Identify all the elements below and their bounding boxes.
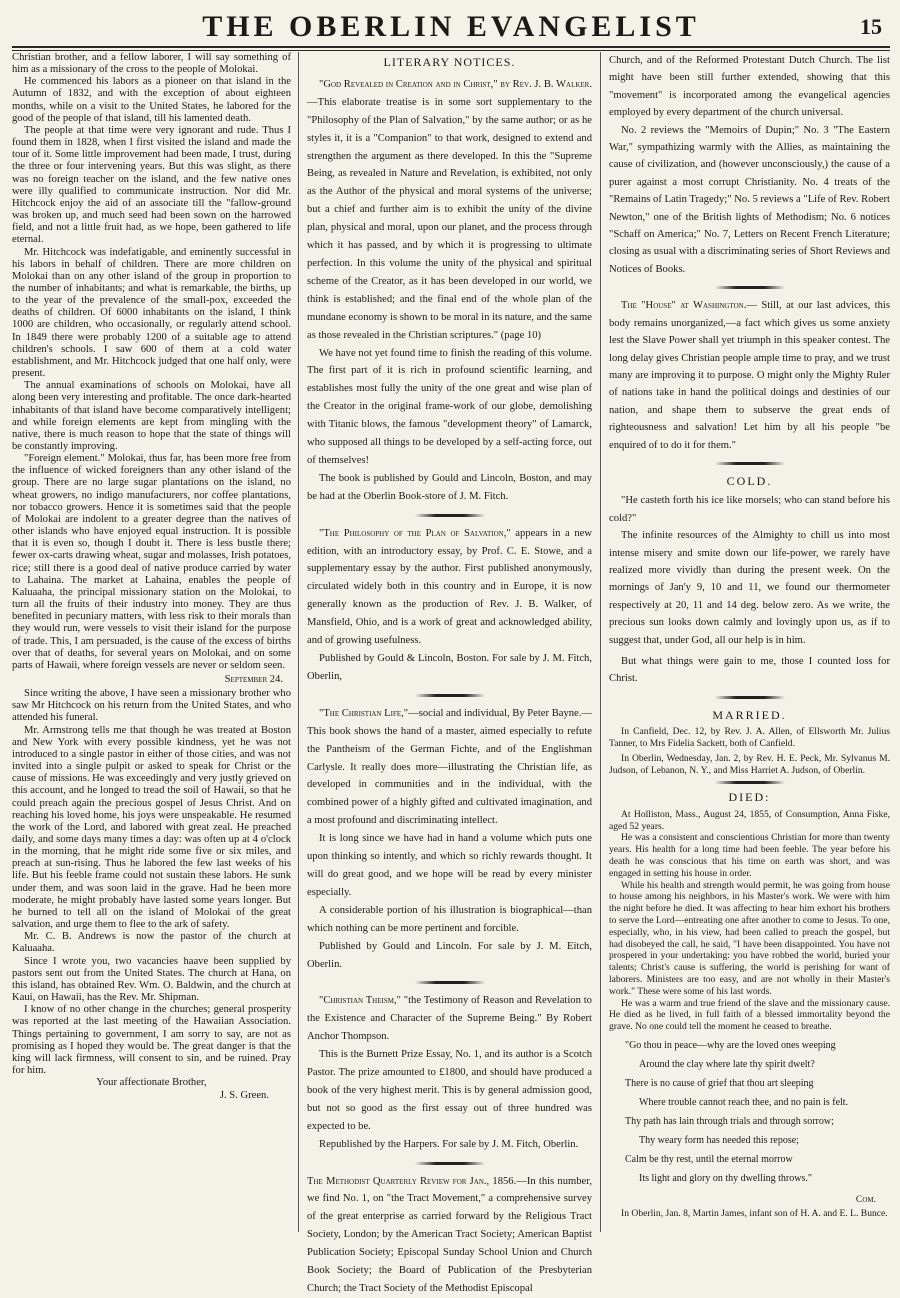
died-list	[609, 809, 890, 1033]
paragraph: He commenced his labors as a pioneer on that island in the Autumn of 1832, and with the exception of about eighteen months, while on a visit to the United States, he labored for the good of the people of that island, till his lamented death.	[12, 76, 291, 124]
paragraph: Mr. Armstrong tells me that though he was treated at Boston and New York with every possible kindness, yet he was not introduced to a single pastor in either of those cities, and was not invited into a single pulpit or asked to speak for Christ or the cause of missions. He was exceedingly and very justly grieved on this account, and he longed to tread the soil of Hawaii, so that he could preach again the precious gospel of Jesus Christ. And on reaching his loved home, his joys were unspeakable. He resumed the work of the Lord, and labored with great zeal. He preached daily, and some days many times a day: was often up at 4 o'clock in the morning, that he might ride some five or six miles, and preach at sun-rising. Thus he labored the few last weeks of his life. But his feeble frame could not sustain these labors. He sunk under them, and was soon laid in the grave. Had he been more moderate, he might probably have lasted some years longer. But he burned to tell all on the island of Molokai of the great salvation, and urge them to flee to the ark of safety.	[12, 724, 291, 931]
notice-heading: "Christian Theism,"	[319, 995, 401, 1007]
married-heading: MARRIED.	[712, 707, 787, 722]
poem-line: Thy path has lain through trials and through sorrow;	[625, 1115, 834, 1127]
divider	[415, 694, 485, 697]
poem-line: Around the clay where late thy spirit dwelt?	[639, 1058, 815, 1070]
divider	[415, 1162, 485, 1165]
paragraph: A considerable portion of his illustration is biographical—than which nothing can be more pertinent and forcible.	[307, 904, 592, 934]
notice-heading: "God Revealed in Creation and in Christ," by Rev. J. B. Walker.	[319, 78, 592, 90]
paragraph: The infinite resources of the Almighty to chill us into most intense misery and smite down our life-power, we rarely have realized more vividly than during the present week. On the mornings of Jan'y 9, 10 and 11, we found our thermometer respectively at 20, 11 and 14 deg. below zero. As we write, the precious sun looks down calmly and lovingly upon us, as if to suggest that, under God, all our help is in him.	[609, 530, 890, 646]
paragraph: Since writing the above, I have seen a missionary brother who saw Mr Hitchcock on his return from the United States, and who attended his funeral.	[12, 688, 291, 724]
died-notice: While his health and strength would permit, he was going from house to house among his neighbors, in his Master's work. We were with him the night before he died. It was affecting to hear him exhort his brothers to serve the Lord—entreating one after another to come to Jesus. To one, especially, who, in his view, had been called to preach the gospel, but had disobeyed the call, he said, "I have been disappointed. You have not prospered in your undertaking: you have robbed the world, buried your talents; Christ's cause is suffering, the world is perishing for want of laborers. Ministers are too easy, and are not wholly in their Master's work." These were some of his last words.	[609, 879, 890, 997]
married-notice: In Canfield, Dec. 12, by Rev. J. A. Allen, of Ellsworth Mr. Julius Tanner, to Mrs Fidelia Sackett, both of Canfield.	[609, 726, 890, 750]
married-notice: In Oberlin, Wednesday, Jan. 2, by Rev. H. E. Peck, Mr. Sylvanus M. Judson, of Lebanon, N. Y., and Miss Harriet A. Judson, of Oberlin.	[609, 752, 890, 776]
died-notice: He was a warm and true friend of the slave and the missionary cause. He died as he lived, in full faith of a blessed immortality beyond the grave. No one could tell the moment he ceased to breathe.	[609, 997, 890, 1033]
paragraph: We have not yet found time to finish the reading of this volume. The first part of it is rich in profound scientific learning, and establishes most fully the unity of the one great and wise plan of the Creator in the original frame-work of our globe, demolishing with Titanic blows, the famous "development theory" of Lamarck, who supposed all things to be developed by a self-acting force, out of themselves!	[307, 347, 592, 466]
notice-heading: The Methodist Quarterly Review for Jan., 1856.	[307, 1175, 517, 1187]
notice-heading: "The Philosophy of the Plan of Salvation,"	[319, 527, 511, 539]
notice-text: "the Testimony of Reason and Revelation to the Existence and Character of the Supreme Being." By Robert Anchor Thompson.	[307, 995, 592, 1043]
house-notice	[609, 297, 890, 454]
poem-signature: Com.	[855, 1193, 876, 1205]
died-notice: In Oberlin, Jan. 8, Martin James, infant son of H. A. and E. L. Bunce.	[621, 1208, 888, 1220]
page-number: 15	[860, 14, 882, 39]
signature: J. S. Green.	[219, 1090, 269, 1102]
notice-4	[307, 992, 592, 1046]
paragraph: Church, and of the Reformed Protestant Dutch Church. The list might have been still further extended, showing that this "movement" is incorporated among the evangelical agencies employed by every department of the church universal.	[609, 55, 890, 119]
column-3	[601, 52, 890, 1232]
poem-line: "Go thou in peace—why are the loved ones weeping	[625, 1039, 836, 1051]
divider	[715, 286, 785, 289]
divider	[715, 696, 785, 699]
closing: Your affectionate Brother,	[96, 1077, 207, 1089]
notice-text: —In this number, we find No. 1, on "the Tract Movement," a comprehensive survey of the great enterprise as carried forward by the Religious Tract Society, London; by the American Tract Society; American Baptist Publication Society; Episcopal Sunday School Union and Church Book Society; the Board of Publication of the Presbyterian Church; the Tract Society of the Methodist Episcopal	[307, 1175, 592, 1294]
died-heading: DIED:	[728, 790, 771, 805]
notice-text: —This elaborate treatise is in some sort supplementary to the "Philosophy of the Plan of Salvation," by the same author; or as he styles it, it is a "Companion" to that work, designed to extend and strengthen the argument as there developed. In this the "Supreme Being, as revealed in Nature and Revelation, is exhibited, not only as the Author of the physical and moral systems of the universe; but a chief and further aim is to exhibit the unity of the divine plan, physical and moral, upon our planet, and the process through which it has passed, and by which it is progressing to ultimate perfection. In this volume the unity of the physical and spiritual scheme of the Creator, as it has been developed in our world, we think is established; and the final end of the whole plan of the mundane economy is shown to be moral in its nature, and the same as those revealed in the Christian scriptures." (page 10)	[307, 96, 592, 341]
paragraph: But what things were gain to me, those I counted loss for Christ.	[609, 656, 890, 685]
notice-5	[307, 1173, 592, 1298]
poem-line: Calm be thy rest, until the eternal morrow	[625, 1153, 793, 1165]
notice-text: — Still, at our last advices, this body remains unorganized,—a fact which gives us some anxiety lest the Slave Power shall yet triumph in this speaker contest. The long delay gives Christian people ample time to pray, and we trust many are improving it to purpose. O might only the Mighty Ruler of nations take in hand the political doings and destinies of our nation, and shape them to subserve the great ends of righteousness and salvation! Let him by all his people "be enquired of to do it for them."	[609, 300, 890, 451]
paragraph: "He casteth forth his ice like morsels; who can stand before his cold?"	[609, 495, 890, 524]
notice-text: appears in a new edition, with an introductory essay, by Prof. C. E. Stowe, and a supplementary essay by the author. First published anonymously, circulated widely both in this country and in Europe, it is now generally known as the production of Rev. J. B. Walker, of Mansfield, Ohio, and is a work of great and acknowledged ability, and of growing usefulness.	[307, 527, 592, 647]
paragraph: Since I wrote you, two vacancies haave been supplied by pastors sent out from the United States. The church at Hana, on this island, has obtained Rev. Wm. O. Baldwin, and the church at Kaui, on Hawaii, has the Rev. Mr. Shipman.	[12, 955, 291, 1004]
paragraph: Mr. C. B. Andrews is now the pastor of the church at Kaluaaha.	[12, 931, 291, 955]
masthead-rule	[12, 50, 890, 51]
notice-2	[307, 525, 592, 650]
date-line: September 24.	[224, 673, 283, 685]
notice-heading: "The Christian Life,"	[319, 707, 409, 719]
paragraph: Mr. Hitchcock was indefatigable, and eminently successful in his labors in behalf of children. There are more children on Molokai than on any other island of the group in proportion to the number of inhabitants; and what is remarkable, the births, up to the year of the prevalence of the small-pox, exceeded the deaths of children. Of 6000 inhabitants on the island, I think 1000 are children, who occasionally, or regularly attend school. In 1849 there were probably 1200 of a suitable age to attend children's schools. I saw 600 of them at a cold water establishment, and Mr. Hitchcock judged that one half only, were present.	[12, 246, 291, 380]
died-notice: At Holliston, Mass., August 24, 1855, of Consumption, Anna Fiske, aged 52 years.	[609, 808, 890, 832]
married-list	[609, 726, 890, 776]
paragraph: This is the Burnett Prize Essay, No. 1, and its author is a Scotch Pastor. The prize amounted to £1800, and should have produced a book of the very highest merit. This is by general admission good, but not so good as the first essay out of three hundred was expected to be.	[307, 1049, 592, 1132]
paragraph: Christian brother, and a fellow laborer, I will say something of him as a missionary of the cross to the people of Molokai.	[12, 52, 291, 76]
cold-heading: COLD.	[726, 473, 773, 488]
paragraph: I know of no other change in the churches; general prosperity was reported at the last meeting of the Hawaiian Association. Things pertaining to government, I am sorry to say, are not as promising as I hoped they would be. The great danger is that the king will lack firmness, will consent to sin, and be ruined. Pray for him.	[12, 1004, 291, 1076]
paragraph: "Foreign element." Molokai, thus far, has been more free from the influence of wicked foreigners than any other island of the group. There are no large sugar plantations on the island, no wheat growers, no indigo manufacturers, nor coffee plantations, nor tobacco growers. Hence it is sometimes said that the people of Molokai are indolent to a greater degree than the natives of other islands who have enjoyed equal instruction. It is possible that it is even so, though I doubt it. There is less bustle there; fewer ox-carts drawing wheat, sugar and molasses, Irish potatoes, rice; still there is a good deal of native produce carried by water to Lahaina. The market at Lahaina, enables the people of Kaluaaha, the principal missionary station on the Molokai, to turn all the fruits of their industry into money. They are thus benefited in pecuniary matters, with less risk to their morals than they would run, were vessels to visit their island for the purpose of trade. This, I am persuaded, is the cause of the excess of births over that of deaths, for several years on Molokai, and on some parts of Hawaii, where foreign vessels are never or seldom seen.	[12, 453, 291, 671]
poem-line: Thy weary form has needed this repose;	[639, 1134, 799, 1146]
divider	[715, 781, 785, 784]
paragraph: The people at that time were very ignorant and rude. Thus I found them in 1828, when I first visited the island and made the tour of it. Some little improvement had been made, I trust, during the three or four intervening years. But this was slight, as there was no foreign teacher on the island, and the few native ones were illy qualified to communicate instruction. Nor did Mr. Hitchcock enjoy the aid of an associate till the "fallow-ground was broken up, and much seed had been sown on the harrowed field, and not a little fruit had, as we hope, been gathered to life eternal.	[12, 124, 291, 246]
died-notice: He was a consistent and conscientious Christian for more than twenty years. His health for a long time had been feeble. The year before his death he was conscious that his time on earth was short, and was engaged in setting his house in order.	[609, 832, 890, 879]
paragraph: No. 2 reviews the "Memoirs of Dupin;" No. 3 "The Eastern War," sympathizing warmly with the Allies, as maintaining the cause of civilization, and (however unconsciously,) the cause of a purer against a most corrupt Christianity. No. 4 treats of the "Remains of Latin Tragedy;" No. 5 reviews a "Life of Rev. Robert Newton," one of the British lights of Methodism; No. 6 notices "Schaff on America;" No. 7, Letters on Recent French Literature; closing as usual with a discriminating series of Short Reviews and Notices of Books.	[609, 124, 890, 275]
paragraph: Published by Gould and Lincoln. For sale by J. M. Eitch, Oberlin.	[307, 940, 592, 970]
poem	[609, 1036, 890, 1188]
notice-text: —social and individual, By Peter Bayne.—This book shows the hand of a master, aimed especially to refute the Pantheism of the German Fichte, and of the Englishman Carlysle. It really does more—illustrating the Christian life, as developed in communities and in the individual, with the combined power of a highly gifted and cultivated imagination, and a most profound and discriminating intellect.	[307, 707, 592, 827]
notice-heading: The "House" at Washington.	[621, 300, 747, 312]
paragraph: The annual examinations of schools on Molokai, have all along been very interesting and profitable. The once dark-hearted inhabitants of that island have become comparatively intelligent; and while foreign elements are kept from mingling with the native, there is much reason to hope that the state of things will be constantly improving.	[12, 380, 291, 452]
masthead	[12, 8, 890, 48]
column-1	[12, 52, 299, 1232]
newspaper-title: THE OBERLIN EVANGELIST	[202, 10, 700, 43]
section-title: LITERARY NOTICES.	[383, 55, 516, 69]
poem-line: There is no cause of grief that thou art sleeping	[625, 1077, 814, 1089]
paragraph: It is long since we have had in hand a volume which puts one upon thinking so intently, and which so richly rewards thought. It will do great good, and we hope will be read by every minister especially.	[307, 833, 592, 898]
column-2	[299, 52, 601, 1294]
poem-line: Its light and glory on thy dwelling throws."	[639, 1172, 812, 1184]
paragraph: The book is published by Gould and Lincoln, Boston, and may be had at the Oberlin Book-store of J. M. Fitch.	[307, 472, 592, 502]
notice-1	[307, 76, 592, 345]
final-notice	[609, 1208, 890, 1220]
paragraph: Published by Gould & Lincoln, Boston. For sale by J. M. Fitch, Oberlin,	[307, 653, 592, 682]
columns	[12, 52, 890, 1294]
divider	[415, 514, 485, 517]
paragraph: Republished by the Harpers. For sale by J. M. Fitch, Oberlin.	[319, 1138, 579, 1150]
poem-line: Where trouble cannot reach thee, and no pain is felt.	[639, 1096, 849, 1108]
notice-3	[307, 705, 592, 830]
divider	[715, 462, 785, 465]
divider	[415, 981, 485, 984]
